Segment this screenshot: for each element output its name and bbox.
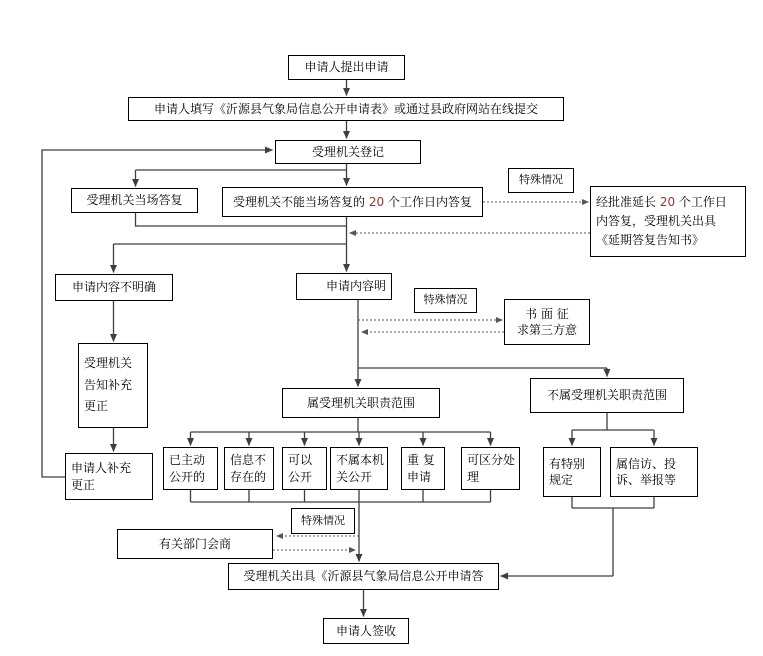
node-within-duty-scope-label: 属受理机关职责范围	[306, 395, 415, 410]
node-applicant-supplement	[65, 453, 153, 500]
node-issue-reply-label: 受理机关出具《沂源县气象局信息公开申请答	[243, 569, 484, 584]
node-special-case-2-label: 特殊情况	[423, 293, 468, 307]
node-special-case-1-label: 特殊情况	[519, 173, 563, 187]
node-separable-handling-line1: 可区分处	[467, 453, 516, 468]
node-department-consultation-label: 有关部门会商	[158, 536, 231, 551]
node-department-consultation	[117, 529, 273, 559]
node-applicant-supplement-line2: 更正	[71, 477, 96, 492]
node-extended-reply-line3: 《延期答复告知书》	[596, 233, 705, 248]
node-not-this-authority-line2: 关公开	[336, 469, 373, 484]
node-content-unclear-label: 申请内容不明确	[71, 280, 156, 295]
node-notify-supplement-line1: 受理机关	[84, 356, 133, 371]
node-issue-reply	[228, 563, 499, 590]
node-within-duty-scope	[282, 388, 440, 418]
node-info-not-exist	[224, 447, 274, 490]
node-special-case-1	[508, 168, 574, 193]
node-reply-within-20-days-label: 受理机关不能当场答复的 20 个工作日内答复	[233, 194, 472, 209]
red-number-20: 20	[659, 194, 676, 209]
node-separable-handling	[461, 447, 520, 490]
node-separable-handling-line2: 理	[467, 469, 480, 484]
node-special-provisions	[543, 447, 601, 497]
node-info-not-exist-line2: 存在的	[230, 469, 267, 484]
node-register	[275, 140, 421, 164]
node-outside-duty-scope	[530, 378, 684, 413]
node-already-published-line1: 已主动	[169, 453, 206, 468]
node-not-this-authority	[330, 447, 388, 490]
node-can-disclose-line1: 可以	[288, 453, 313, 468]
node-apply-label: 申请人提出申请	[304, 60, 389, 75]
node-seek-third-party-opinion-line2: 求第三方意	[516, 323, 577, 337]
node-register-label: 受理机关登记	[311, 144, 384, 159]
node-petition-complaint-line2: 诉、举报等	[616, 473, 677, 487]
node-notify-supplement	[78, 343, 148, 428]
node-special-case-3	[291, 508, 355, 534]
node-onspot-reply	[71, 188, 198, 213]
node-seek-third-party-opinion-line1: 书 面 征	[525, 306, 569, 321]
node-special-case-2	[414, 288, 477, 313]
node-apply	[288, 55, 405, 80]
node-extended-reply-line2: 内答复，受理机关出具	[596, 213, 717, 228]
node-extended-reply-line1: 经批准延长 20 个工作日	[596, 194, 727, 209]
node-can-disclose-line2: 公开	[288, 469, 313, 484]
node-repeated-application-line1: 重 复	[407, 453, 435, 468]
node-repeated-application-line2: 申请	[407, 469, 432, 484]
node-applicant-supplement-line1: 申请人补充	[71, 461, 132, 476]
node-can-disclose	[282, 447, 327, 490]
node-already-published	[163, 447, 218, 490]
node-fill-form	[128, 97, 564, 121]
node-petition-complaint	[610, 447, 698, 497]
node-notify-supplement-line2: 告知补充	[84, 377, 133, 392]
node-not-this-authority-line1: 不属本机	[336, 453, 385, 468]
dotted-connectors	[273, 202, 590, 550]
node-special-provisions-line2: 规定	[549, 473, 574, 487]
node-applicant-sign-label: 申请人签收	[335, 623, 396, 638]
node-notify-supplement-line3: 更正	[84, 399, 109, 414]
node-already-published-line2: 公开的	[169, 469, 206, 484]
node-info-not-exist-line1: 信息不	[230, 453, 267, 468]
node-content-unclear	[55, 274, 173, 301]
node-content-clear-label: 申请内容明	[325, 279, 386, 294]
red-number-20: 20	[368, 194, 385, 209]
node-extended-reply	[590, 186, 746, 257]
node-reply-within-20-days	[222, 187, 483, 217]
node-onspot-reply-label: 受理机关当场答复	[86, 193, 183, 208]
node-petition-complaint-line1: 属信访、投	[616, 456, 677, 471]
node-repeated-application	[401, 447, 445, 490]
node-special-provisions-line1: 有特别	[549, 456, 586, 471]
node-special-case-3-label: 特殊情况	[301, 513, 345, 527]
node-content-clear	[296, 273, 392, 300]
node-fill-form-label: 申请人填写《沂源县气象局信息公开申请表》或通过县政府网站在线提交	[153, 101, 538, 116]
node-applicant-sign	[323, 618, 409, 644]
node-outside-duty-scope-label: 不属受理机关职责范围	[546, 388, 667, 403]
node-seek-third-party-opinion	[504, 299, 590, 345]
